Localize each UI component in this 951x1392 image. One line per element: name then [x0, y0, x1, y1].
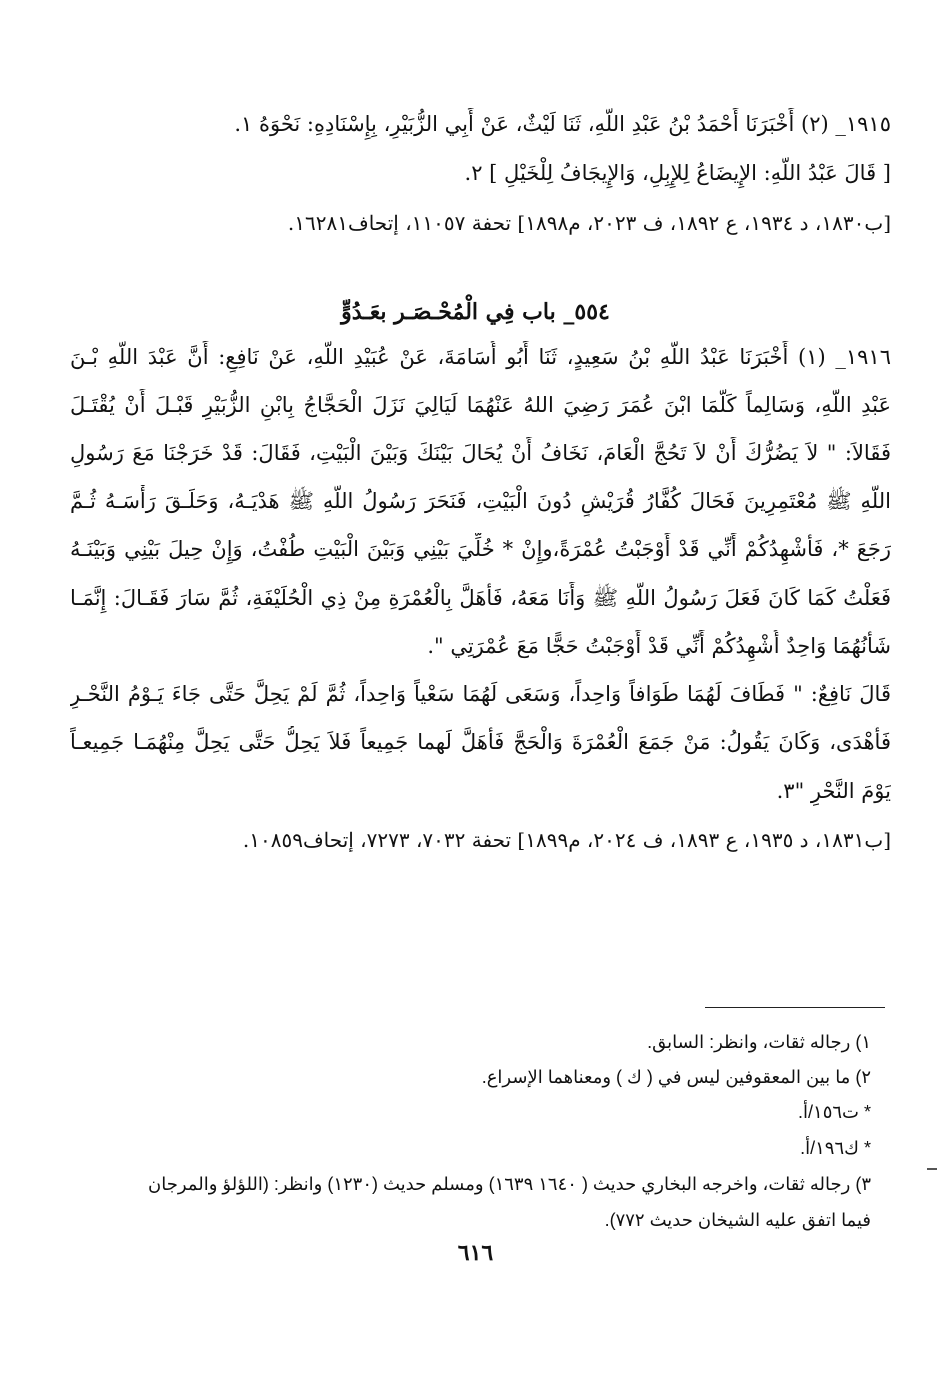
footnote-item: ٢) ما بين المعقوفين ليس في ( ك ) ومعناهما الإسراع.: [481, 1067, 871, 1087]
hadith-1916-line: فَأَهْدَى، وَكَانَ يَقُولُ: مَنْ جَمَعَ الْعُمْرَةَ وَالْحَجَّ فَأَهَلَّ لَهما جَمِيعاً فَلاَ يَحِلُّ حَتَّى يَحِلَّ مِنْهُمَـا جَمِيعـاً: [70, 730, 891, 754]
page-number: ٦١٦: [457, 1240, 494, 1266]
chapter-title: ٥٥٤_ باب فِي الْمُحْـصَـر بعَـدُوٍّ: [341, 299, 610, 325]
footnote-item: ١) رجاله ثقات، وانظر: السابق.: [647, 1032, 871, 1052]
references-1916: [ب١٨٣١، د ١٩٣٥، ع ١٨٩٣، ف ٢٠٢٤، م١٨٩٩] تحفة ٧٠٣٢، ٧٢٧٣، إتحاف١٠٨٥٩.: [242, 828, 891, 852]
footnote-item: ٣) رجاله ثقات، واخرجه البخاري حديث ( ١٦٤٠ ١٦٣٩) ومسلم حديث (١٢٣٠) وانظر: (اللؤلؤ والمرجان: [148, 1174, 871, 1194]
hadith-1915: ١٩١٥_ (٢) أَخْبَرَنَا أَحْمَدُ بْنُ عَبْدِ اللَّهِ، ثَنَا لَيْثٌ، عَنْ أَبِي الزُّبَيْرِ، بِإِسْنَادِهِ: نَحْوَهُ ١.: [234, 112, 891, 136]
footnote-item: * ت١٥٦/أ.: [798, 1102, 871, 1122]
hadith-1916-line: فَقَالاَ: " لاَ يَضُرُّكَ أَنْ لاَ تَحُجَّ الْعَامَ، نَخَافُ أَنْ يُحَالَ بَيْنَكَ وَبَيْنَ الْبَيْتِ، فَقَالَ: قَدْ خَرَجْنَا مَعَ رَسُولِ: [70, 441, 891, 465]
references-1915: [ب١٨٣٠، د ١٩٣٤، ع ١٨٩٢، ف ٢٠٢٣، م١٨٩٨] تحفة ١١٠٥٧، إتحاف١٦٢٨١.: [287, 211, 891, 235]
hadith-1916-line: شَأْنُهُمَا وَاحِدٌ أُشْهِدُكُمْ أَنِّي قَدْ أَوْجَبْتُ حَجًّا مَعَ عُمْرَتِي ".: [427, 634, 891, 658]
hadith-1916-line: يَوْمَ النَّحْرِ "٣.: [776, 779, 891, 803]
hadith-1916-line: عَبْدِ اللَّهِ، وَسَالِماً كَلَّمَا ابْنَ عُمَرَ رَضِيَ اللهُ عَنْهُمَا لَيَالِيَ نَزَلَ الْحَجَّاجُ بِابْنِ الزُّبَيْرِ قَبْـلَ أَنْ يُقْتَـلَ: [70, 393, 891, 417]
hadith-1916-line: رَجَعَ *، فَأُشْهِدُكُمْ أَنِّي قَدْ أَوْجَبْتُ عُمْرَةً،وإِنْ * خُلِّيَ بَيْنِي وَبَيْنَ الْبَيْتِ طُفْتُ، وَإِنْ حِيلَ بَيْنِي وَبَيْنَـهُ: [70, 537, 891, 561]
margin-mark: [927, 1168, 937, 1170]
footnote-item: فيما اتفق عليه الشيخان حديث ٧٧٢).: [604, 1210, 871, 1230]
hadith-1916-line: فَعَلْتُ كَمَا كَانَ فَعَلَ رَسُولُ اللَّهِ ﷺ وَأَنَا مَعَهُ، فَأَهَلَّ بِالْعُمْرَةِ مِنْ ذِي الْحُلَيْفَةِ، ثُمَّ سَارَ فَقَـالَ: إِنَّمَـا: [70, 586, 891, 610]
hadith-1916-line: ١٩١٦_ (١) أَخْبَرَنَا عَبْدُ اللَّهِ بْنُ سَعِيدٍ، ثَنَا أَبُو أُسَامَةَ، عَنْ عُبَيْدِ اللَّهِ، عَنْ نَافِعٍ: أَنَّ عَبْدَ اللَّهِ بْـنَ: [70, 345, 891, 369]
footnote-divider: [705, 1007, 885, 1008]
note-line: [ قَالَ عَبْدُ اللَّهِ: الإِيضَاعُ لِلإِبِلِ، وَالإِيجَافُ لِلْخَيْلِ ] ٢.: [464, 161, 891, 185]
footnote-item: * ك١٩٦/أ.: [800, 1138, 871, 1158]
hadith-1916-line: اللَّهِ ﷺ مُعْتَمِرِينَ فَحَالَ كُفَّارُ قُرَيْشٍ دُونَ الْبَيْتِ، فَنَحَرَ رَسُولُ اللَّهِ ﷺ هَدْيَـهُ، وَحَلَـقَ رَأْسَـهُ ثُـمَّ: [70, 489, 891, 513]
hadith-1916-line: قَالَ نَافِعٌ: " فَطَافَ لَهُمَا طَوَافاً وَاحِداً، وَسَعَى لَهُمَا سَعْياً وَاحِداً، ثُمَّ لَمْ يَحِلَّ حَتَّى جَاءَ يَـوْمُ النَّحْـرِ: [70, 682, 891, 706]
